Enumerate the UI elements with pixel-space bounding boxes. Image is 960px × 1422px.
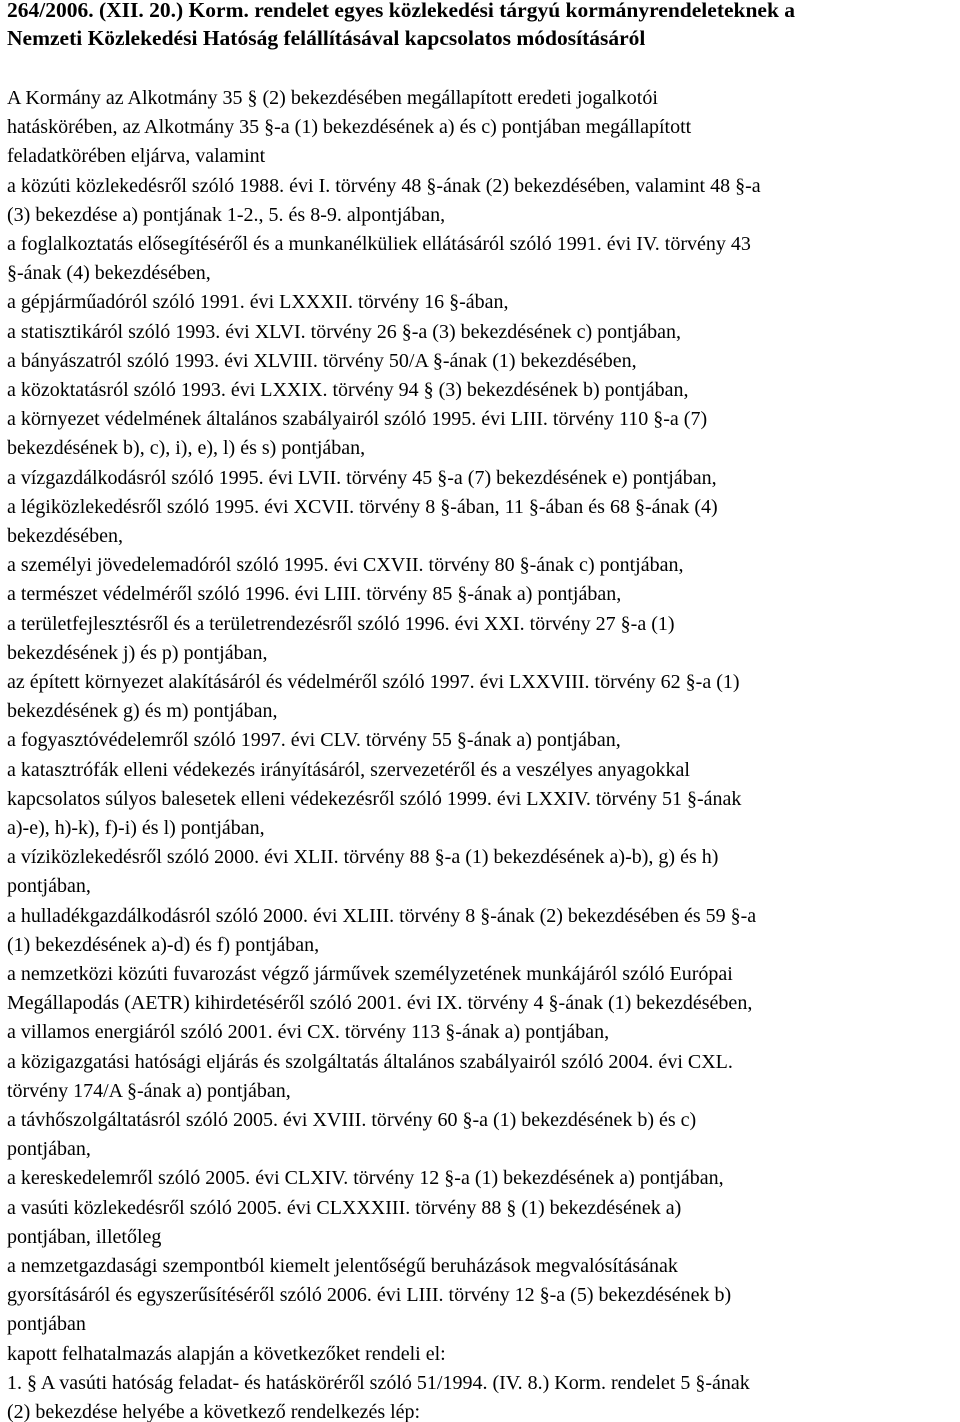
body-line: bekezdésének j) és p) pontjában, (7, 641, 268, 664)
body-line: a katasztrófák elleni védekezés irányításáról, szervezetéről és a veszélyes anyagokkal (7, 758, 690, 781)
body-line: az épített környezet alakításáról és védelméről szóló 1997. évi LXXVIII. törvény 62 §-a (1) (7, 671, 740, 693)
body-line: kapcsolatos súlyos balesetek elleni védekezésről szóló 1999. évi LXXIV. törvény 51 §-ának (7, 787, 742, 810)
body-line: a személyi jövedelemadóról szóló 1995. évi CXVII. törvény 80 §-ának c) pontjában, (7, 554, 684, 577)
body-line: a hulladékgazdálkodásról szóló 2000. évi XLIII. törvény 8 §-ának (2) bekezdésében és 59 §-a (7, 904, 757, 927)
body-line: a közúti közlekedésről szóló 1988. évi I. törvény 48 §-ának (2) bekezdésében, valamint 48 §-a (7, 174, 761, 197)
body-line: a területfejlesztésről és a területrendezésről szóló 1996. évi XXI. törvény 27 §-a (1) (7, 612, 675, 635)
body-line: gyorsításáról és egyszerűsítéséről szóló 2006. évi LIII. törvény 12 §-a (5) bekezdésének b) (7, 1284, 732, 1307)
body-line: (2) bekezdése helyébe a következő rendelkezés lép: (7, 1401, 421, 1422)
body-line: pontjában (7, 1313, 86, 1336)
body-line: a statisztikáról szóló 1993. évi XLVI. törvény 26 §-a (3) bekezdésének c) pontjában, (7, 320, 682, 343)
body-line: (3) bekezdése a) pontjának 1-2., 5. és 8-9. alpontjában, (7, 203, 446, 226)
body-line: a kereskedelemről szóló 2005. évi CLXIV. törvény 12 §-a (1) bekezdésének a) pontjában, (7, 1167, 724, 1190)
body-line: bekezdésének g) és m) pontjában, (7, 700, 278, 723)
body-line: pontjában, (7, 875, 91, 898)
body-line: kapott felhatalmazás alapján a következőket rendeli el: (7, 1342, 446, 1365)
body-line: a villamos energiáról szóló 2001. évi CX. törvény 113 §-ának a) pontjában, (7, 1021, 610, 1044)
body-line: Megállapodás (AETR) kihirdetéséről szóló 2001. évi IX. törvény 4 §-ának (1) bekezdésében, (7, 992, 753, 1015)
body-line: a közigazgatási hatósági eljárás és szolgáltatás általános szabályairól szóló 2004. évi CXL. (7, 1050, 733, 1073)
body-line: bekezdésének b), c), i), e), l) és s) pontjában, (7, 437, 366, 460)
body-line: a vízgazdálkodásról szóló 1995. évi LVII. törvény 45 §-a (7) bekezdésének e) pontjában, (7, 466, 717, 489)
body-line: pontjában, illetőleg (7, 1225, 162, 1248)
body-line: a vasúti közlekedésről szóló 2005. évi CLXXXIII. törvény 88 § (1) bekezdésének a) (7, 1196, 682, 1219)
body-line: a környezet védelmének általános szabályairól szóló 1995. évi LIII. törvény 110 §-a (7) (7, 408, 708, 431)
document-title-line-1: 264/2006. (XII. 20.) Korm. rendelet egyes közlekedési tárgyú kormányrendeleteknek a (7, 0, 796, 22)
body-line: bekezdésében, (7, 525, 124, 547)
body-line: a víziközlekedésről szóló 2000. évi XLII. törvény 88 §-a (1) bekezdésének a)-b), g) és h) (7, 846, 719, 869)
body-line: a bányászatról szóló 1993. évi XLVIII. törvény 50/A §-ának (1) bekezdésében, (7, 349, 637, 372)
body-line: pontjában, (7, 1138, 91, 1161)
body-line: A Kormány az Alkotmány 35 § (2) bekezdésében megállapított eredeti jogalkotói (7, 87, 658, 109)
document-page (7, 0, 957, 1422)
body-line: a nemzetközi közúti fuvarozást végző járművek személyzetének munkájáról szóló Európai (7, 963, 733, 985)
body-line: a foglalkoztatás elősegítéséről és a munkanélküliek ellátásáról szóló 1991. évi IV. törvény 43 (7, 233, 751, 255)
body-line: feladatkörében eljárva, valamint (7, 145, 266, 168)
body-line: 1. § A vasúti hatóság feladat- és hatásköréről szóló 51/1994. (IV. 8.) Korm. rendelet 5 §-ának (7, 1371, 750, 1394)
body-line: hatáskörében, az Alkotmány 35 §-a (1) bekezdésének a) és c) pontjában megállapított (7, 116, 692, 139)
body-line: a közoktatásról szóló 1993. évi LXXIX. törvény 94 § (3) bekezdésének b) pontjában, (7, 379, 689, 401)
document-title-line-2: Nemzeti Közlekedési Hatóság felállításával kapcsolatos módosításáról (7, 26, 646, 50)
body-line: a fogyasztóvédelemről szóló 1997. évi CLV. törvény 55 §-ának a) pontjában, (7, 729, 621, 752)
body-line: §-ának (4) bekezdésében, (7, 262, 211, 285)
body-line: törvény 174/A §-ának a) pontjában, (7, 1079, 291, 1102)
body-line: a légiközlekedésről szóló 1995. évi XCVII. törvény 8 §-ában, 11 §-ában és 68 §-ának (4) (7, 495, 718, 518)
body-line: a gépjárműadóról szóló 1991. évi LXXXII. törvény 16 §-ában, (7, 291, 509, 314)
body-line: a távhőszolgáltatásról szóló 2005. évi XVIII. törvény 60 §-a (1) bekezdésének b) és c) (7, 1109, 697, 1131)
body-line: (1) bekezdésének a)-d) és f) pontjában, (7, 933, 320, 956)
body-line: a)-e), h)-k), f)-i) és l) pontjában, (7, 817, 265, 839)
body-line: a természet védelméről szóló 1996. évi LIII. törvény 85 §-ának a) pontjában, (7, 583, 622, 606)
body-line: a nemzetgazdasági szempontból kiemelt jelentőségű beruházások megvalósításának (7, 1255, 678, 1277)
